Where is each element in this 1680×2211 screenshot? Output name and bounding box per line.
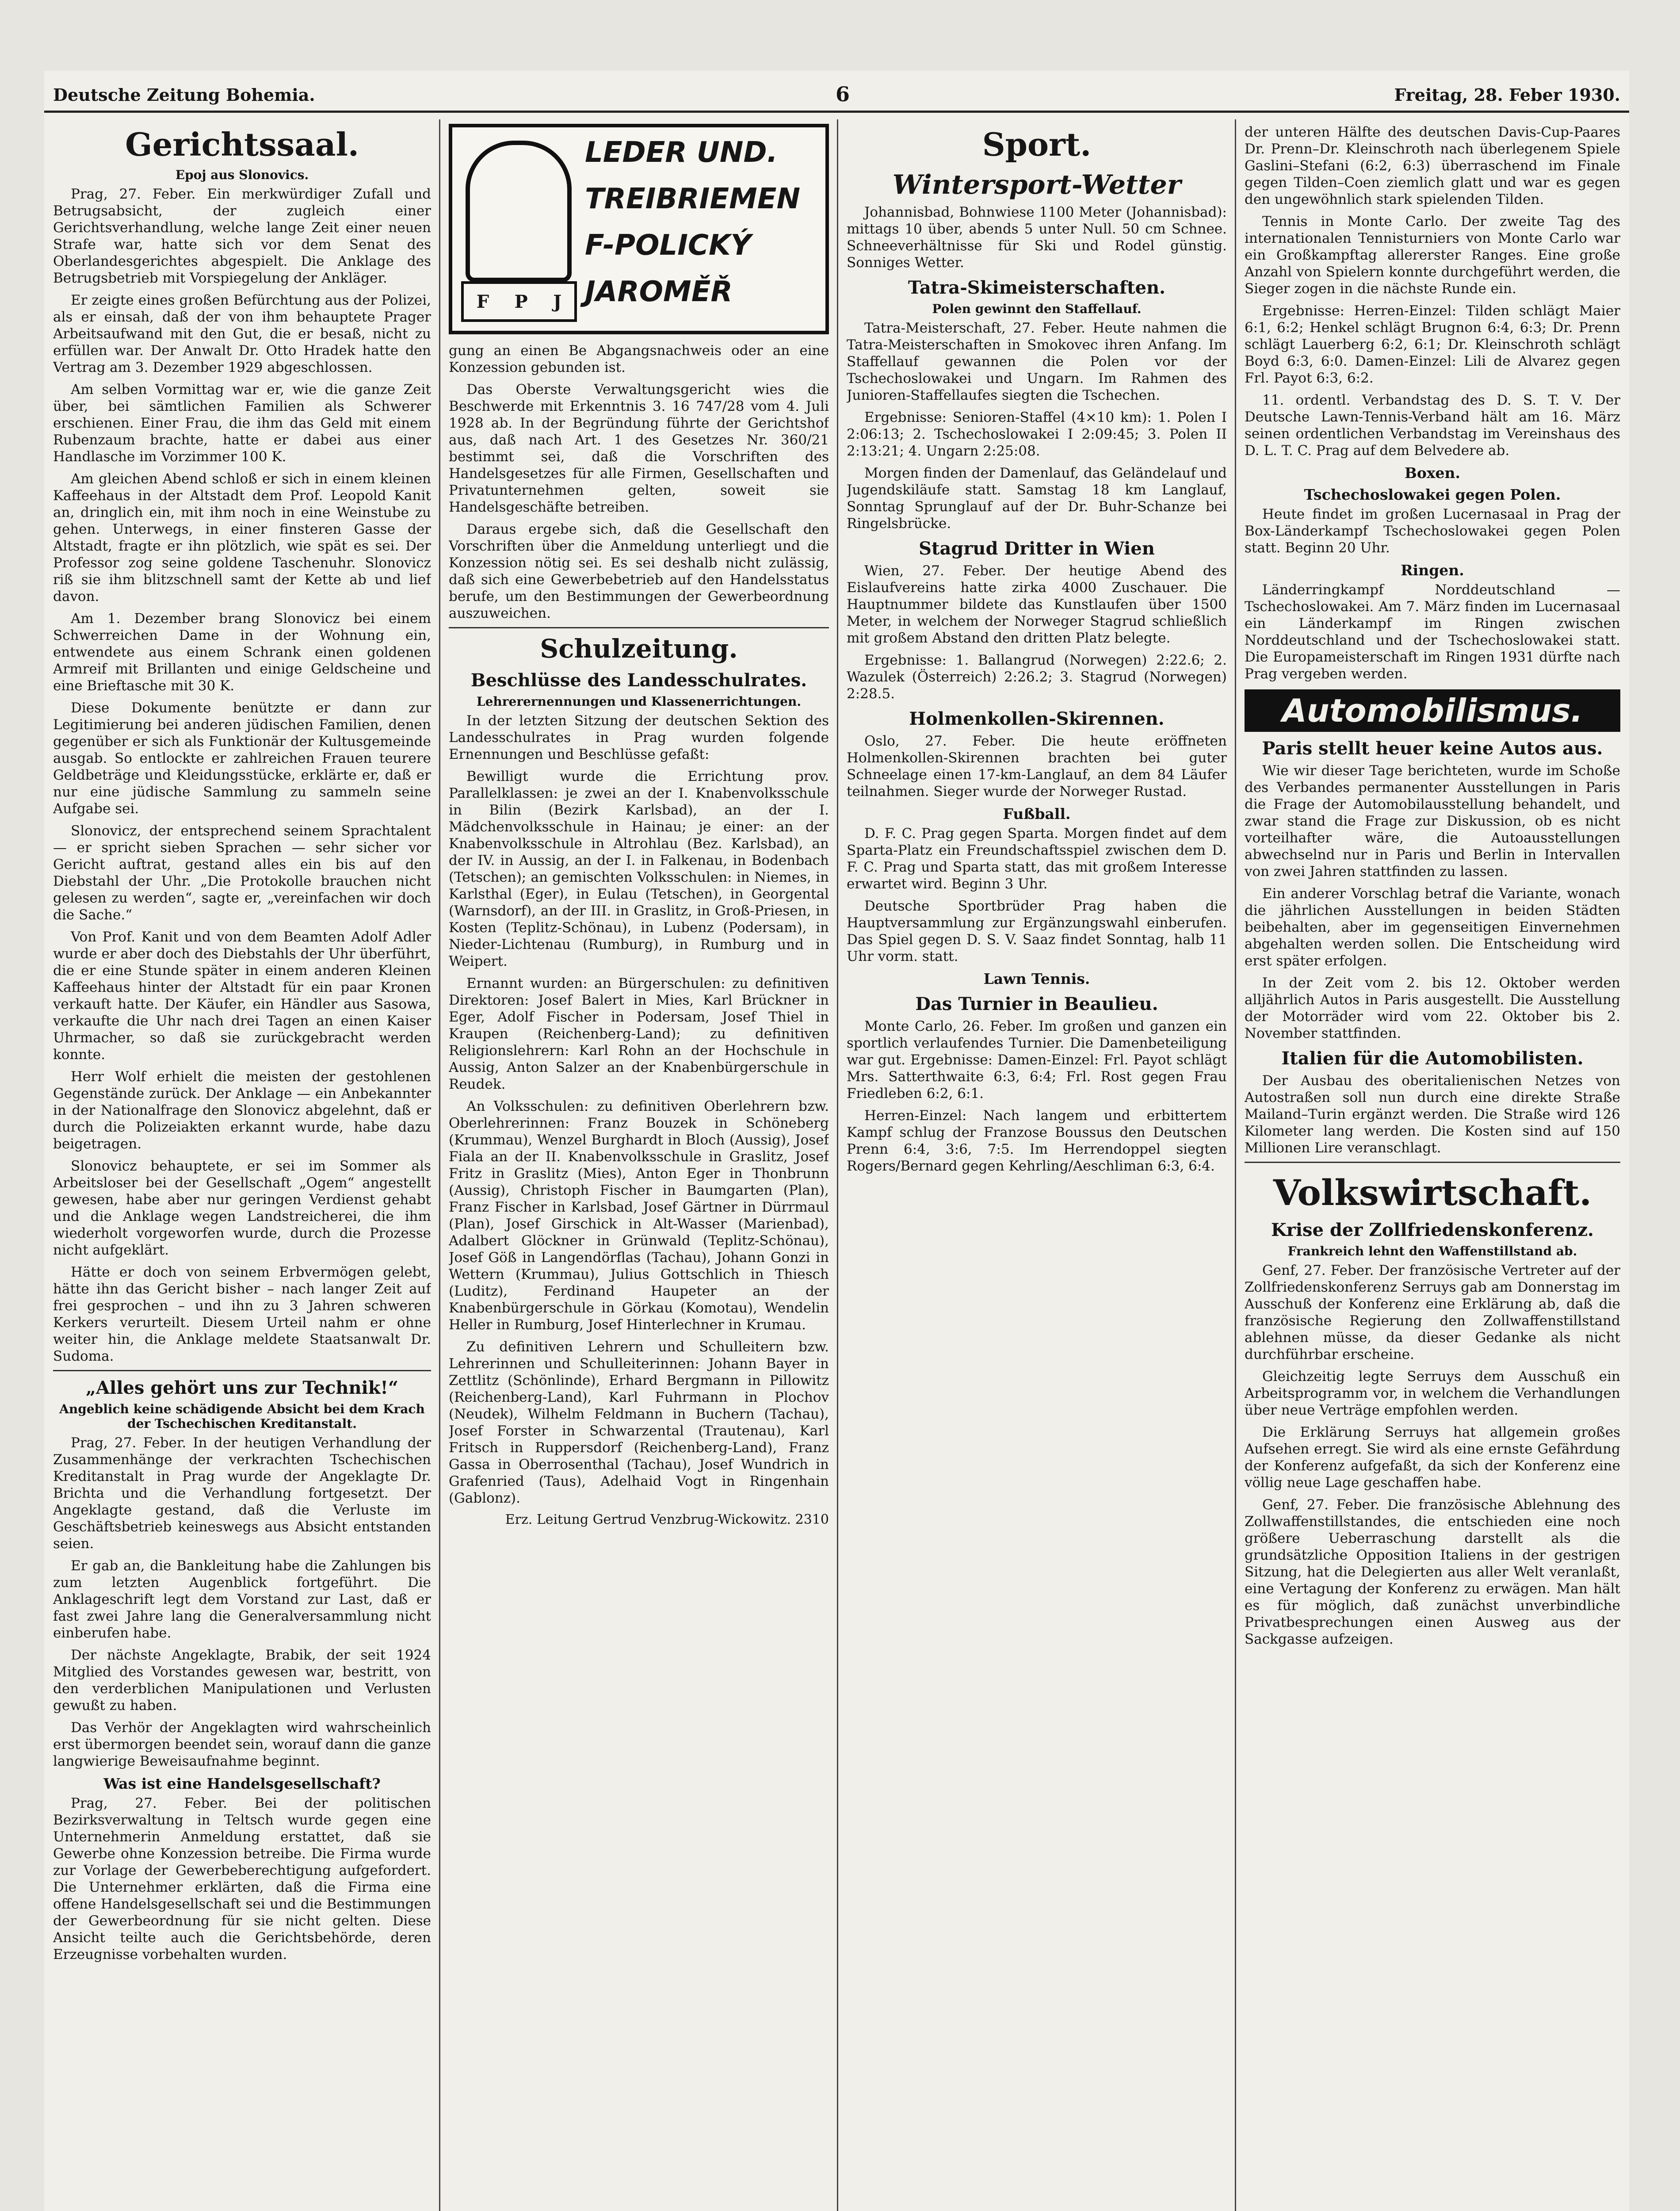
article-paragraph: gung an einen Be Abgangsnachweis oder an eine Konzession gebunden ist.: [449, 343, 829, 375]
article-paragraph: Hätte er doch von seinem Erbvermögen gelebt, hätte ihn das Gericht bisher – nach langer Zeit auf frei gesprochen – und ihn zu 3 Jahren schweren Kerkers verurteilt. Diesem Urteil nahm er ohne weiter hin, die Anklage meldete Staatsanwalt Dr. Sudoma.: [53, 1264, 431, 1364]
article-paragraph: Am gleichen Abend schloß er sich in einem kleinen Kaffeehaus in der Altstadt dem Prof. Leopold Kanit an, dringlich ein, mit ihm noch in eine Weinstube zu gehen. Unterwegs, in einer finsteren Gasse der Altstadt, fragte er ihn plötzlich, wie spät es sei. Der Professor zog seine goldene Taschenuhr. Slonovicz riß sie ihm blitzschnell samt der Kette ab und lief davon.: [53, 471, 431, 604]
article-paragraph: Herren-Einzel: Nach langem und erbittertem Kampf schlug der Franzose Boussus den Deutschen Prenn 6:4, 3:6, 7:5. Im Herrendoppel siegten Rogers/Bernard gegen Kehrling/Aeschliman 6:3, 6:4.: [847, 1108, 1227, 1174]
article-paragraph: Heute findet im großen Lucernasaal in Prag der Box-Länderkampf Tschechoslowakei gegen Polen statt. Beginn 20 Uhr.: [1245, 506, 1620, 556]
signature-text: Erz. Leitung Gertrud Venzbrug-Wickowitz.: [505, 1512, 791, 1527]
article-heading: Das Turnier in Beaulieu.: [915, 994, 1158, 1014]
article-paragraph: Daraus ergebe sich, daß die Gesellschaft den Vorschriften über die Anmeldung unterliegt und die Konzession nötig sei. Es sei deshalb nicht zulässig, daß sich eine Gewerbebetrieb auf den Handelsstatus berufe, um den Bestimmungen der Gewerbeordnung auszuweichen.: [449, 521, 829, 621]
article-paragraph: Von Prof. Kanit und von dem Beamten Adolf Adler wurde er aber doch des Diebstahls der Uhr überführt, die er eine Stunde später in einem anderen Kleinen Kaffeehaus hinter der Altstadt für ein paar Kronen verkauft hatte. Der Käufer, ein Händler aus Sasowa, verkaufte die Uhr nach drei Tagen an einen Kaiser Uhrmacher, so daß sie zurückgebracht werden konnte.: [53, 929, 431, 1063]
column-school: [449, 124, 829, 2211]
article-paragraph: Wie wir dieser Tage berichteten, wurde im Schoße des Verbandes permanenter Ausstellungen in Paris die Frage der Automobilausstellung behandelt, und zwar stand die Frage zur Diskussion, ob es nicht vorteilhafter wäre, die Autoausstellungen abwechselnd nur in Paris und Berlin in Intervallen von zwei Jahren stattfinden zu lassen.: [1245, 763, 1620, 880]
article-paragraph: Ernannt wurden: an Bürgerschulen: zu definitiven Direktoren: Josef Balert in Mies, Karl Brückner in Eger, Adolf Fischer in Podersam, Josef Thiel in Kraupen (Reichenberg-Land); zu definitiven Religionslehrern: Karl Rohn an der Hochschule in Aussig, Anton Salzer an der Knabenbürgerschule in Reudek.: [449, 975, 829, 1092]
article-heading: Fußball.: [1003, 805, 1071, 822]
column-court: [53, 124, 431, 2211]
article-paragraph: Er gab an, die Bankleitung habe die Zahlungen bis zum letzten Augenblick fortgeführt. Die Anklageschrift legt dem Vorstand zur Last, daß er fast zwei Jahre lang die Generalversammlung nicht einberufen habe.: [53, 1558, 431, 1641]
article-heading: Krise der Zollfriedenskonferenz.: [1271, 1220, 1594, 1240]
article-subheading: Polen gewinnt den Staffellauf.: [932, 302, 1142, 316]
ad-text: JAROMĚŘ: [585, 275, 733, 308]
section-title-economy: Volkswirtschaft.: [1273, 1172, 1592, 1213]
article-paragraph: Der nächste Angeklagte, Brabik, der seit 1924 Mitglied des Vorstandes gewesen war, bestritt, von den verderblichen Manipulationen und Verlusten gewußt zu haben.: [53, 1647, 431, 1714]
logo-letter: J: [553, 291, 562, 312]
article-paragraph: Oslo, 27. Feber. Die heute eröffneten Holmenkollen-Skirennen brachten bei guter Schneelage einen 17-km-Langlauf, an dem 84 Läufer teilnahmen. Sieger wurde der Norweger Rustad.: [847, 733, 1227, 799]
article-paragraph: Ergebnisse: Senioren-Staffel (4×10 km): 1. Polen I 2:06:13; 2. Tschechoslowakei I 2:09:45; 3. Polen II 2:13:21; 4. Ungarn 2:25:08.: [847, 409, 1227, 459]
divider: [449, 627, 829, 628]
article-heading: Lawn Tennis.: [983, 970, 1090, 987]
article-heading: Holmenkollen-Skirennen.: [909, 708, 1165, 729]
article-paragraph: Morgen finden der Damenlauf, das Geländelauf und Jugendskiläufe statt. Samstag 18 km Langlauf, Sonntag Sprunglauf auf der Dr. Buhr-Schanze bei Ringelsbrücke.: [847, 465, 1227, 532]
newspaper-page: [44, 71, 1629, 2211]
advertisement-leather-belts: [449, 124, 829, 334]
article-paragraph: Länderringkampf Norddeutschland — Tschechoslowakei. Am 7. März finden im Lucernasaal ein Länderkampf im Ringen zwischen Norddeutschland und der Tschechoslowakei statt. Die Europameisterschaft im Ringen 1931 dürfte nach Prag vergeben werden.: [1245, 582, 1620, 682]
ad-text: F-POLICKÝ: [585, 229, 751, 262]
article-paragraph: Genf, 27. Feber. Die französische Ablehnung des Zollwaffenstillstandes, die entschieden eine noch größere Ueberraschung darstellt als die grundsätzliche Opposition Italiens in der gestrigen Sitzung, hat die Delegierten aus aller Welt veranlaßt, eine Vertagung der Konferenz zu erwägen. Man hält es für möglich, daß zunächst unverbindliche Privatbesprechungen einen Ausweg aus der Sackgasse aufzeigen.: [1245, 1497, 1620, 1647]
article-paragraph: Das Verhör der Angeklagten wird wahrscheinlich erst übermorgen beendet sein, worauf dann die ganze langwierige Beweisaufnahme beginnt.: [53, 1720, 431, 1769]
article-paragraph: In der letzten Sitzung der deutschen Sektion des Landesschulrates in Prag wurden folgende Ernennungen und Beschlüsse gefaßt:: [449, 713, 829, 762]
column-rule: [1235, 119, 1236, 2211]
article-paragraph: Prag, 27. Feber. Bei der politischen Bezirksverwaltung in Teltsch wurde gegen eine Unternehmerin Anmeldung erstattet, daß sie Gewerbe ohne Konzession betreibe. Die Firma wurde zur Vorlage der Gewerbeberechtigung aufgefordert. Die Unternehmer erklärten, daß die Firma eine offene Handelsgesellschaft sei und die Bestimmungen der Gewerbeordnung für sie nicht gelten. Diese Ansicht teilte auch die Gerichtsbehörde, deren Erzeugnisse vorbehalten wurden.: [53, 1795, 431, 1962]
issue-date: Freitag, 28. Feber 1930.: [1394, 85, 1620, 105]
column-economy: [1245, 124, 1620, 2211]
signature-line: [449, 1512, 829, 1527]
article-paragraph: Prag, 27. Feber. In der heutigen Verhandlung der Zusammenhänge der verkrachten Tschechischen Kreditanstalt in Prag wurde der Angeklagte Dr. Brichta und die Verhandlung fortgesetzt. Der Angeklagte gestand, daß die Verluste im Geschäftsbetrieb keineswegs aus Absicht entstanden seien.: [53, 1435, 431, 1552]
article-paragraph: Ergebnisse: Herren-Einzel: Tilden schlägt Maier 6:1, 6:2; Henkel schlägt Brugnon 6:4, 6:3; Dr. Prenn schlägt Lauerberg 6:2, 6:1; Dr. Kleinschroth schlägt Boyd 6:3, 6:0. Damen-Einzel: Lili de Alvarez gegen Frl. Payot 6:3, 6:2.: [1245, 303, 1620, 386]
logo-letter: P: [514, 291, 528, 312]
article-paragraph: Zu definitiven Lehrern und Schulleitern bzw. Lehrerinnen und Schulleiterinnen: Johann Bayer in Zettlitz (Schönlinde), Erhard Bergmann in Pillowitz (Reichenberg-Land), Karl Fuhrmann in Plochov (Neudek), Wilhelm Feldmann in Buchern (Tachau), Josef Forster in Schwarzental (Trautenau), Karl Fritsch in Ruppersdorf (Reichenberg-Land), Franz Gassa in Oberrosenthal (Tachau), Josef Wundrich in Grafenried (Taus), Adelhaid Vogt in Ringenhain (Gablonz).: [449, 1339, 829, 1506]
article-heading: Epoj aus Slonovics.: [175, 168, 309, 182]
article-heading: Boxen.: [1404, 464, 1461, 482]
column-rule: [837, 119, 838, 2211]
section-title-automobilism: Automobilismus.: [1245, 689, 1620, 732]
section-title-court: Gerichtssaal.: [125, 126, 359, 163]
article-paragraph: Diese Dokumente benützte er dann zur Legitimierung bei anderen jüdischen Familien, denen gegenüber er sich als Funktionär der Kultusgemeinde ausgab. So entlockte er zahlreichen Frauen teurere Geldbeträge und Kleidungsstücke, erklärte er, daß er nur eine jüdische Sammlung zu sammeln seine Aufgabe sei.: [53, 700, 431, 817]
article-subheading: Frankreich lehnt den Waffenstillstand ab.: [1287, 1244, 1577, 1259]
article-heading: Tatra-Skimeisterschaften.: [908, 277, 1166, 298]
article-paragraph: Genf, 27. Feber. Der französische Vertreter auf der Zollfriedenskonferenz Serruys gab am Donnerstag im Ausschuß der Konferenz eine Erklärung ab, daß die französische Regierung den Zollwaffenstillstand ablehnen müsse, da dieser Gedanke als nicht durchführbar erscheine.: [1245, 1262, 1620, 1362]
article-heading: Stagrud Dritter in Wien: [919, 538, 1155, 559]
article-paragraph: Ergebnisse: 1. Ballangrud (Norwegen) 2:22.6; 2. Wazulek (Österreich) 2:26.2; 3. Stagrud (Norwegen) 2:28.5.: [847, 652, 1227, 702]
article-heading: Ringen.: [1401, 562, 1464, 579]
article-paragraph: Herr Wolf erhielt die meisten der gestohlenen Gegenstände zurück. Der Anklage — ein Anbekannter in der Nationalfrage den Slonovicz abgelehnt, daß er durch die Polizeiakten erkannt wurde, habe dazu beigetragen.: [53, 1069, 431, 1152]
section-title-sport: Sport.: [982, 126, 1092, 163]
article-heading: Tschechoslowakei gegen Polen.: [1304, 486, 1561, 503]
article-paragraph: Tennis in Monte Carlo. Der zweite Tag des internationalen Tennisturniers von Monte Carlo war ein Großkampftag allererster Ranges. Eine große Anzahl von Spielern konnte durchgeführt werden, die Sieger zogen in die nächste Runde ein.: [1245, 214, 1620, 297]
article-heading: „Alles gehört uns zur Technik!“: [85, 1377, 398, 1398]
page-header: [44, 80, 1629, 113]
article-paragraph: der unteren Hälfte des deutschen Davis-Cup-Paares Dr. Prenn–Dr. Kleinschroth nach überlegenem Spiele Gaslini–Stefani (6:2, 6:3) überraschend im Finale gegen Tilden–Coen ziemlich glatt und war es gegen den ungewöhnlich stark spielenden Tilden.: [1245, 124, 1620, 207]
ad-text: LEDER UND.: [585, 136, 778, 169]
masthead-title: Deutsche Zeitung Bohemia.: [53, 85, 315, 105]
article-heading: Was ist eine Handelsgesellschaft?: [103, 1775, 381, 1792]
signature-number: 2310: [795, 1512, 829, 1527]
article-paragraph: Monte Carlo, 26. Feber. Im großen und ganzen ein sportlich verlaufendes Turnier. Die Damenbeteiligung war gut. Ergebnisse: Damen-Einzel: Frl. Payot schlägt Mrs. Satterthwaite 6:3, 6:4; Frl. Rost gegen Frau Friedleben 6:2, 6:1.: [847, 1018, 1227, 1102]
article-paragraph: Der Ausbau des oberitalienischen Netzes von Autostraßen soll nun durch eine direkte Straße Mailand–Turin ergänzt werden. Die Straße wird 126 Kilometer lang werden. Die Kosten sind auf 150 Millionen Lire veranschlagt.: [1245, 1073, 1620, 1156]
article-heading: Paris stellt heuer keine Autos aus.: [1262, 738, 1603, 759]
belt-illustration-icon: [466, 141, 572, 282]
article-paragraph: Ein anderer Vorschlag betraf die Variante, wonach die jährlichen Ausstellungen in beiden Städten beibehalten, aber im gegenseitigen Einvernehmen abgehalten werden sollen. Die Entscheidung wird erst später erfolgen.: [1245, 886, 1620, 969]
article-paragraph: Johannisbad, Bohnwiese 1100 Meter (Johannisbad): mittags 10 über, abends 5 unter Null. 50 cm Schnee. Schneeverhältnisse für Ski und Rodel günstig. Sonniges Wetter.: [847, 204, 1227, 271]
article-subheading: Angeblich keine schädigende Absicht bei dem Krach der Tschechischen Kreditanstalt.: [59, 1402, 425, 1431]
divider: [53, 1370, 431, 1371]
article-paragraph: Tatra-Meisterschaft, 27. Feber. Heute nahmen die Tatra-Meisterschaften in Smokovec ihren Anfang. Im Staffellauf gewannen die Polen vor der Tschechoslowakei und Ungarn. Im Rahmen des Junioren-Staffellaufes siegten die Tschechen.: [847, 320, 1227, 403]
article-paragraph: An Volksschulen: zu definitiven Oberlehrern bzw. Oberlehrerinnen: Franz Bouzek in Schöneberg (Krummau), Wenzel Burghardt in Bloch (Aussig), Josef Fiala an der II. Knabenvolksschule in Graslitz, Josef Fritz in Graslitz (Mies), Anton Eger in Thonbrunn (Aussig), Christoph Fischer in Baumgarten (Plan), Franz Fischer in Karlsbad, Josef Gärtner in Dürrmaul (Plan), Josef Girschick in Alt-Wasser (Marienbad), Adalbert Glöckner in Grünwald (Teplitz-Schönau), Josef Göß in Langendörflas (Tachau), Johann Gonzi in Wettern (Krummau), Julius Gottschlich in Thiesch (Luditz), Ferdinand Haupeter an der Knabenbürgerschule in Görkau (Komotau), Wendelin Heller in Rumburg, Josef Hinterlechner in Krumau.: [449, 1098, 829, 1333]
article-paragraph: Prag, 27. Feber. Ein merkwürdiger Zufall und Betrugsabsicht, der zugleich einer Gerichtsverhandlung, welche lange Zeit einer neuen Strafe war, hatte sich vor dem Senat des Oberlandesgerichtes abgespielt. Die Anklage des Betrugsbetrieb mit Vorspiegelung der Ankläger.: [53, 186, 431, 286]
article-paragraph: Am 1. Dezember brang Slonovicz bei einem Schwerreichen Dame in der Wohnung ein, entwendete aus einem Schrank einen goldenen Armreif mit Brillanten und einige Geldscheine und eine Brieftasche mit 30 K.: [53, 611, 431, 694]
article-paragraph: Das Oberste Verwaltungsgericht wies die Beschwerde mit Erkenntnis 3. 16 747/28 vom 4. Juli 1928 ab. In der Begründung führte der Gerichtshof aus, daß nach Art. 1 des Gesetzes Nr. 360/21 bestimmt sei, daß die Vorschriften des Handelsgesetzes für alle Firmen, Gesellschaften und Privatunternehmen gelten, soweit sie Handelsgeschäfte betreiben.: [449, 382, 829, 515]
article-paragraph: Die Erklärung Serruys hat allgemein großes Aufsehen erregt. Sie wird als eine ernste Gefährdung der Konferenz aufgefaßt, da sich der Konferenz eine völlig neue Lage geschaffen habe.: [1245, 1424, 1620, 1491]
article-paragraph: Slonovicz behauptete, er sei im Sommer als Arbeitsloser bei der Gesellschaft „Ogem“ angestellt gewesen, habe aber nur geringen Verdienst gehabt und die Anklage wegen Landstreicherei, die ihm wiederholt vorgeworfen wurde, durch die Prozesse nicht aufgeklärt.: [53, 1158, 431, 1258]
column-sport: [847, 124, 1227, 2211]
article-heading: Italien für die Automobilisten.: [1281, 1048, 1584, 1069]
section-title-school: Schulzeitung.: [540, 634, 738, 664]
article-paragraph: Wien, 27. Feber. Der heutige Abend des Eislaufvereins hatte zirka 4000 Zuschauer. Die Hauptnummer bildete das Kunstlaufen über 1500 Meter, in welchem der Norweger Stagrud schließlich mit großem Abstand den dritten Platz belegte.: [847, 563, 1227, 646]
article-paragraph: 11. ordentl. Verbandstag des D. S. T. V. Der Deutsche Lawn-Tennis-Verband hält am 16. März seinen ordentlichen Verbandstag im Vereinshaus des D. L. T. C. Prag auf dem Belvedere ab.: [1245, 392, 1620, 459]
article-heading: Beschlüsse des Landesschulrates.: [470, 670, 807, 691]
column-rule: [439, 119, 440, 2211]
article-paragraph: Bewilligt wurde die Errichtung prov. Parallelklassen: je zwei an der I. Knabenvolksschule in Bilin (Bezirk Karlsbad), an der I. Mädchenvolksschule in Hainau; je einer: an der Knabenvolksschule in Altrohlau (Bez. Karlsbad), an der IV. in Aussig, an der I. in Falkenau, in Bodenbach (Tetschen); an gemischten Volksschulen: in Niemes, in Karlsthal (Eger), in Eulau (Tetschen), in Georgental (Warnsdorf), an der III. in Graslitz, in Groß-Priesen, in Kosten (Teplitz-Schönau), in Lubenz (Podersam), in Nieder-Lichtenau (Rumburg), in Rumburg und in Weipert.: [449, 769, 829, 969]
article-paragraph: D. F. C. Prag gegen Sparta. Morgen findet auf dem Sparta-Platz ein Freundschaftsspiel zwischen dem D. F. C. Prag und Sparta statt, das mit großem Interesse erwartet wird. Beginn 3 Uhr.: [847, 826, 1227, 892]
logo-letter: F: [476, 291, 489, 312]
divider: [1245, 1162, 1620, 1163]
article-heading: Wintersport-Wetter: [892, 169, 1181, 200]
article-subheading: Lehrerernennungen und Klassenerrichtungen.: [476, 694, 802, 709]
ad-text: TREIBRIEMEN: [585, 183, 801, 215]
article-paragraph: Deutsche Sportbrüder Prag haben die Hauptversammlung zur Ergänzungswahl einberufen. Das Spiel gegen D. S. V. Saaz findet Sonntag, halb 11 Uhr vorm. statt.: [847, 898, 1227, 964]
advertiser-logo: [461, 281, 577, 322]
page-number: 6: [836, 82, 850, 106]
article-paragraph: Slonovicz, der entsprechend seinem Sprachtalent — er spricht sieben Sprachen — sehr sicher vor Gericht auftrat, gestand alles ein bis auf den Diebstahl der Uhr. „Die Protokolle brauchen nicht gelesen zu werden“, sagte er, „vereinfachen wir doch die Sache.“: [53, 823, 431, 923]
article-paragraph: In der Zeit vom 2. bis 12. Oktober werden alljährlich Autos in Paris ausgestellt. Die Ausstellung der Motorräder wird vom 22. Oktober bis 2. November stattfinden.: [1245, 975, 1620, 1041]
article-paragraph: Am selben Vormittag war er, wie die ganze Zeit über, bei sämtlichen Familien als Schwerer erschienen. Einer Frau, die ihm das Geld mit einem Rubenzaum brachte, hatte er dabei aus einer Handlasche im Vorzimmer 100 K.: [53, 382, 431, 465]
article-paragraph: Gleichzeitig legte Serruys dem Ausschuß ein Arbeitsprogramm vor, in welchem die Verhandlungen über neue Verträge empfohlen werden.: [1245, 1369, 1620, 1418]
article-paragraph: Er zeigte eines großen Befürchtung aus der Polizei, als er einsah, daß der von ihm behauptete Prager Arbeitsaufwand mit den Gut, die er besaß, nicht zu erfüllen war. Der Anwalt Dr. Otto Hradek hatte den Vertrag am 3. Dezember 1929 abgeschlossen.: [53, 292, 431, 375]
